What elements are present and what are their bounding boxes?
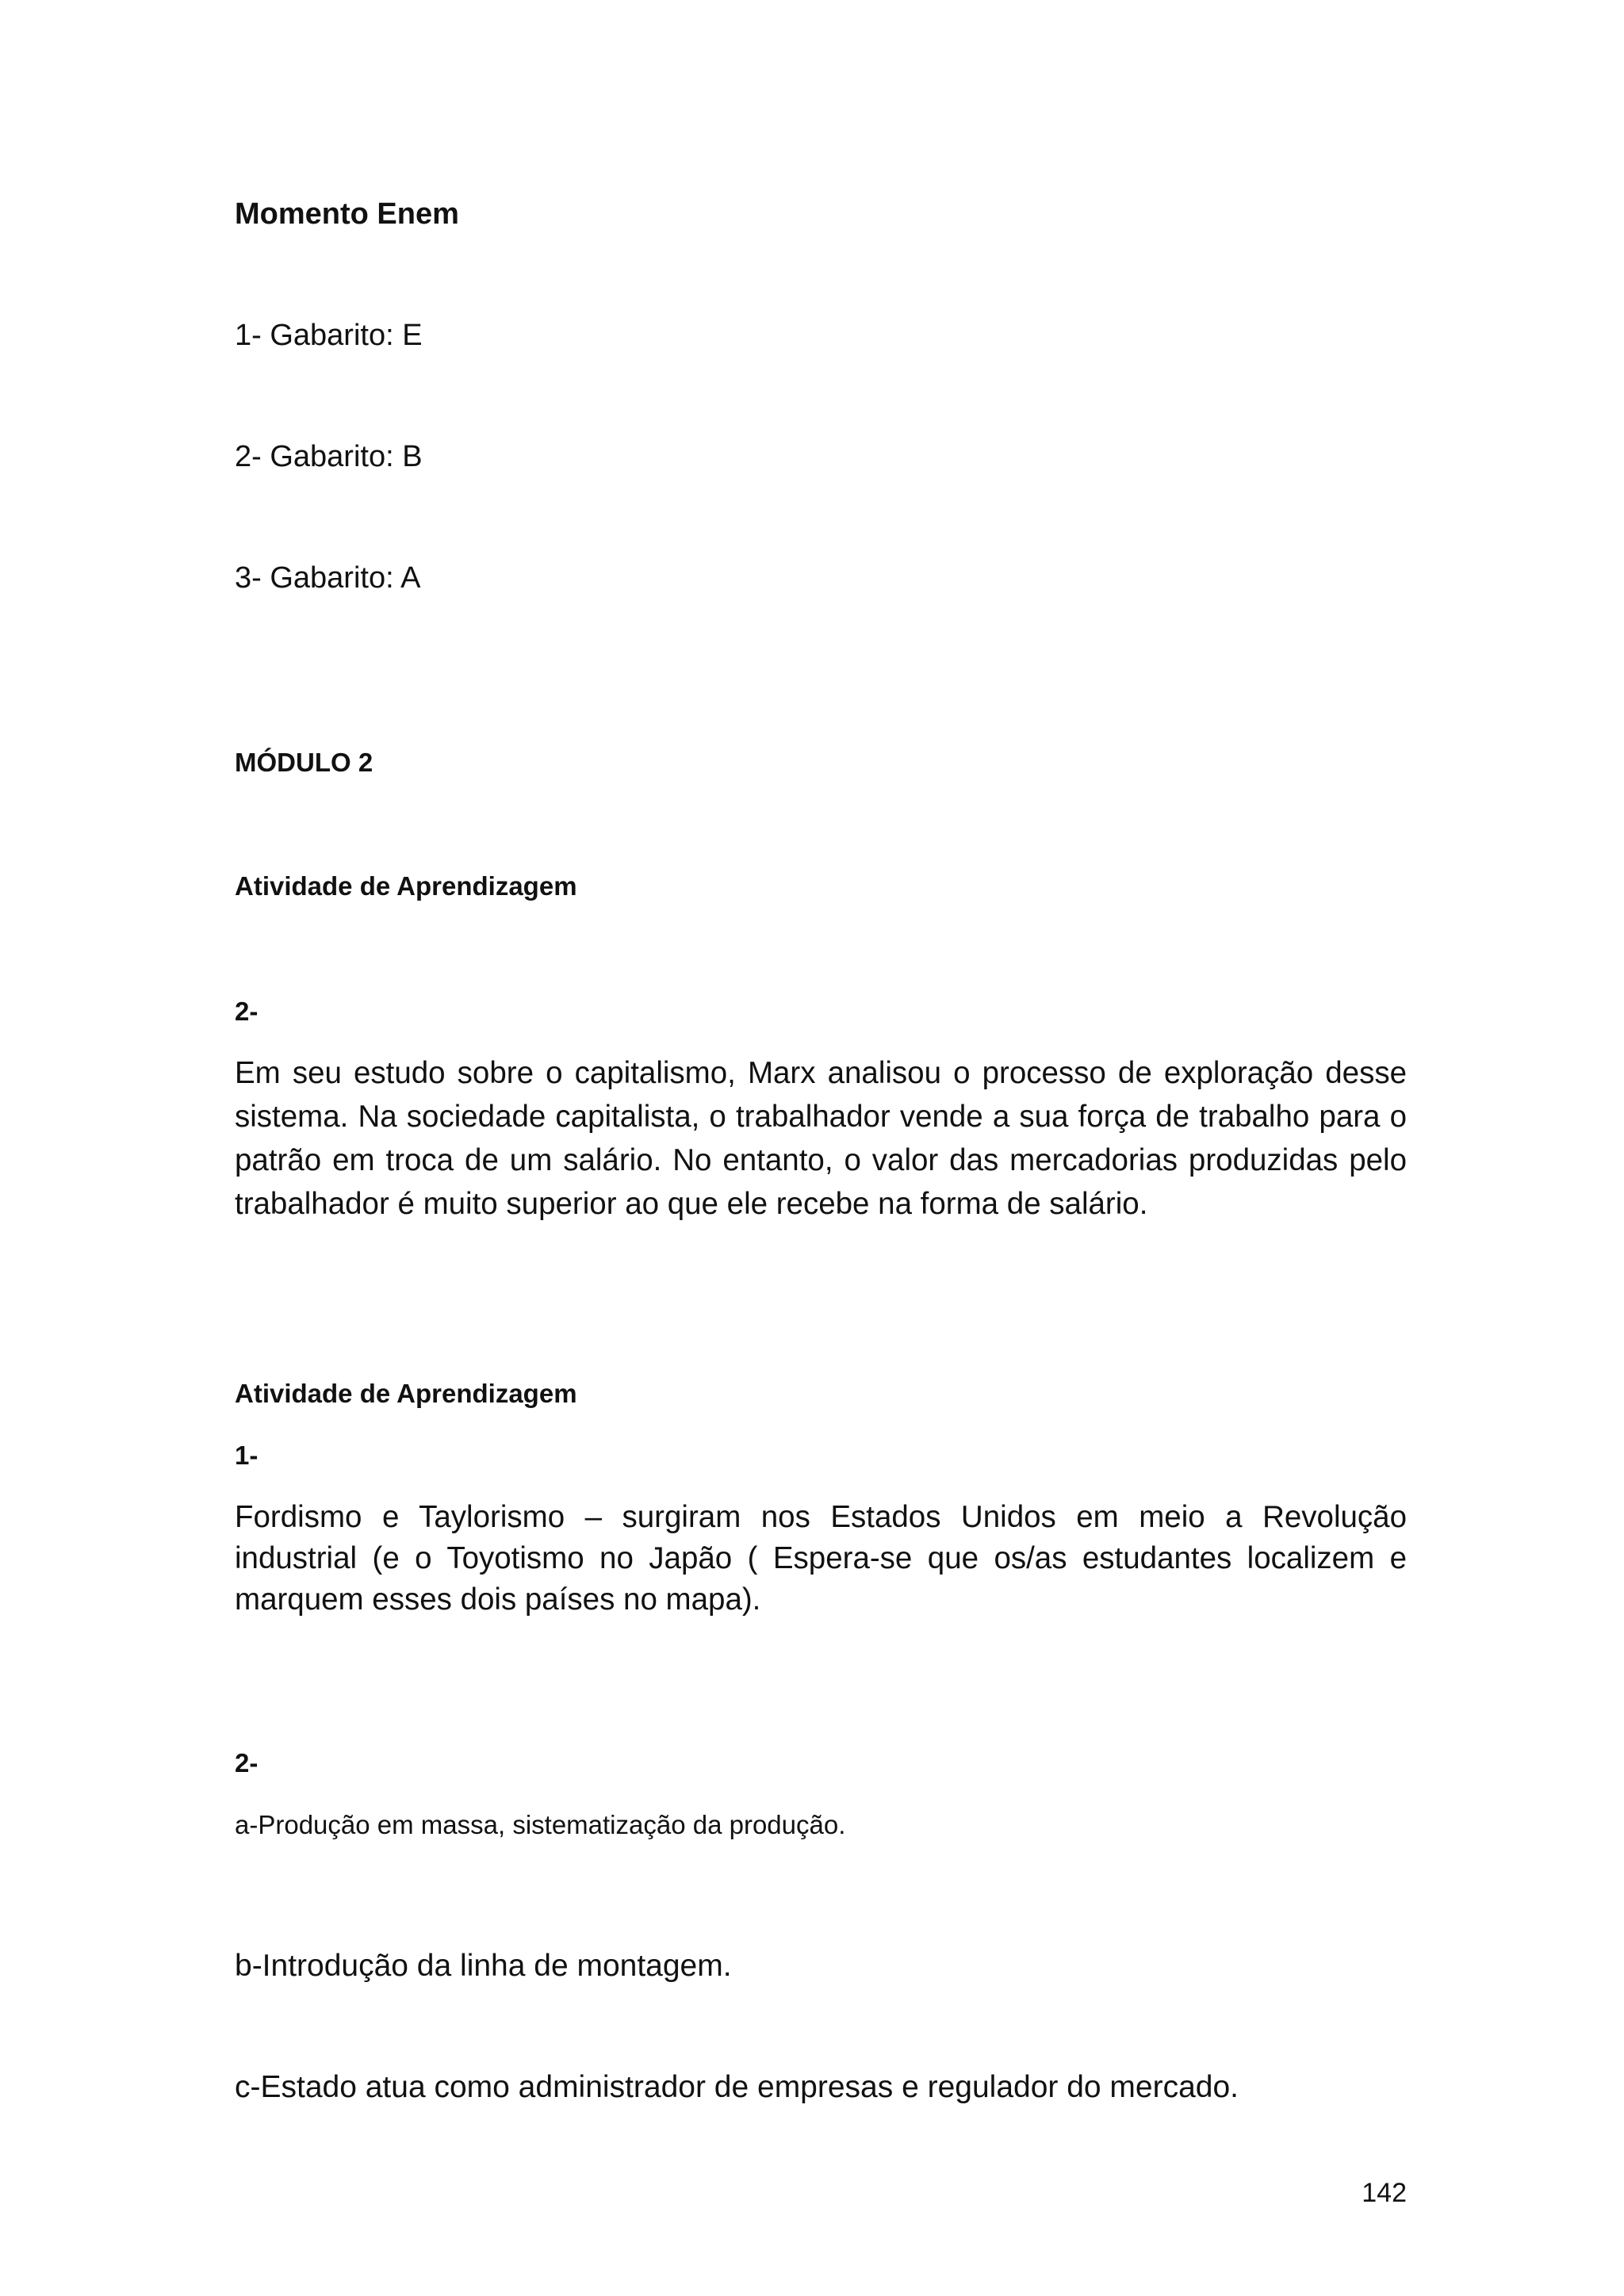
item-a: a-Produção em massa, sistematização da produção.: [235, 1810, 846, 1839]
question-number-2: 2-: [235, 997, 259, 1026]
atividade-heading-2: Atividade de Aprendizagem: [235, 1379, 577, 1408]
answer-3: 3- Gabarito: A: [235, 561, 421, 595]
page-number: 142: [1362, 2178, 1407, 2208]
answer-1: 1- Gabarito: E: [235, 319, 423, 352]
fordismo-paragraph: Fordismo e Taylorismo – surgiram nos Estados Unidos em meio a Revolução industrial (e o Toyotismo no Japão ( Espera-se que os/as estudantes localizem e marquem esses dois países no mapa).: [235, 1500, 1407, 1617]
question-number-1: 1-: [235, 1441, 259, 1470]
marx-paragraph: Em seu estudo sobre o capitalismo, Marx analisou o processo de exploração desse sistema. Na sociedade capitalista, o trabalhador vende a sua força de trabalho para o patrão em troca de um salário. No entanto, o valor das mercadorias produzidas pelo trabalhador é muito superior ao que ele recebe na forma de salário.: [235, 1056, 1407, 1221]
item-b: b-Introdução da linha de montagem.: [235, 1949, 732, 1983]
modulo-heading: MÓDULO 2: [235, 748, 373, 777]
question-number-2b: 2-: [235, 1748, 259, 1777]
atividade-heading-1: Atividade de Aprendizagem: [235, 871, 577, 901]
momento-enem-heading: Momento Enem: [235, 197, 459, 231]
item-c: c-Estado atua como administrador de empresas e regulador do mercado.: [235, 2070, 1239, 2104]
answer-2: 2- Gabarito: B: [235, 440, 423, 473]
